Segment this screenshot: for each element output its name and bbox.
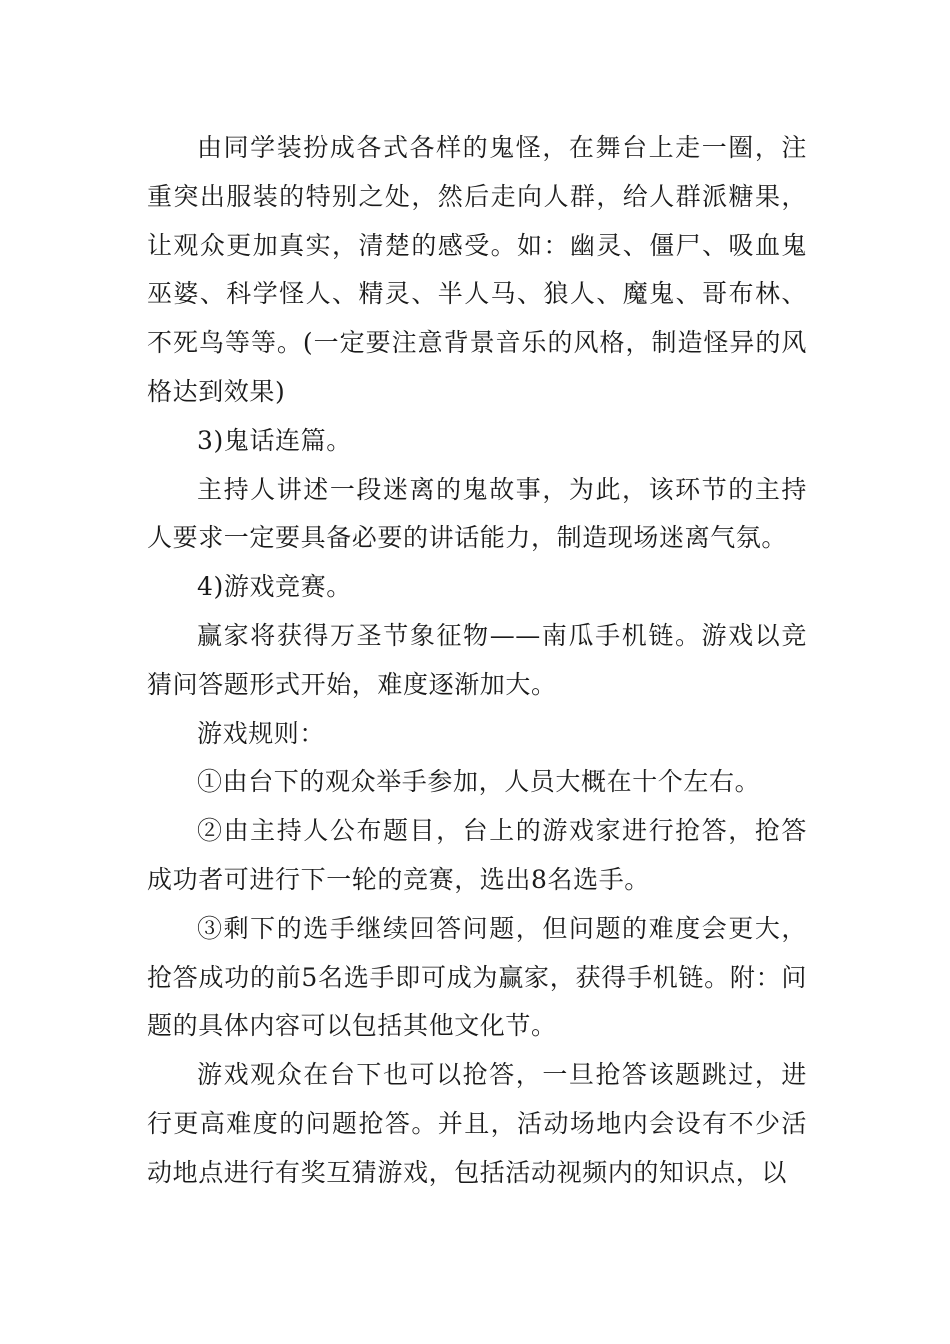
paragraph-audience-answer: 游戏观众在台下也可以抢答，一旦抢答该题跳过，进行更高难度的问题抢答。并且，活动场地内会设有不少活动地点进行有奖互猜游戏，包括活动视频内的知识点，以 [147,1060,807,1187]
heading-game-rules: 游戏规则： [197,718,326,748]
paragraph-game-prize: 赢家将获得万圣节象征物——南瓜手机链。游戏以竞猜问答题形式开始，难度逐渐加大。 [147,620,807,699]
rule-item-2: ②由主持人公布题目，台上的游戏家进行抢答，抢答成功者可进行下一轮的竞赛，选出8名选手。 [147,816,807,894]
paragraph-ghost-stories: 主持人讲述一段迷离的鬼故事，为此，该环节的主持人要求一定要具备必要的讲话能力，制造现场迷离气氛。 [147,474,807,553]
rule-item-1: ①由台下的观众举手参加，人员大概在十个左右。 [197,767,761,797]
rule-item-3: ③剩下的选手继续回答问题，但问题的难度会更大，抢答成功的前5名选手即可成为赢家，获得手机链。附：问题的具体内容可以包括其他文化节。 [147,913,807,1041]
paragraph-costume-parade: 由同学装扮成各式各样的鬼怪，在舞台上走一圈，注重突出服装的特别之处，然后走向人群，给人群派糖果，让观众更加真实，清楚的感受。如：幽灵、僵尸、吸血鬼巫婆、科学怪人、精灵、半人马、狼人、魔鬼、哥布林、不死鸟等等。(一定要注意背景音乐的风格，制造怪异的风格达到效果) [147,133,807,406]
document-body [147,124,807,1198]
heading-game-contest: 4)游戏竞赛。 [197,572,352,602]
heading-ghost-stories: 3)鬼话连篇。 [197,425,352,455]
